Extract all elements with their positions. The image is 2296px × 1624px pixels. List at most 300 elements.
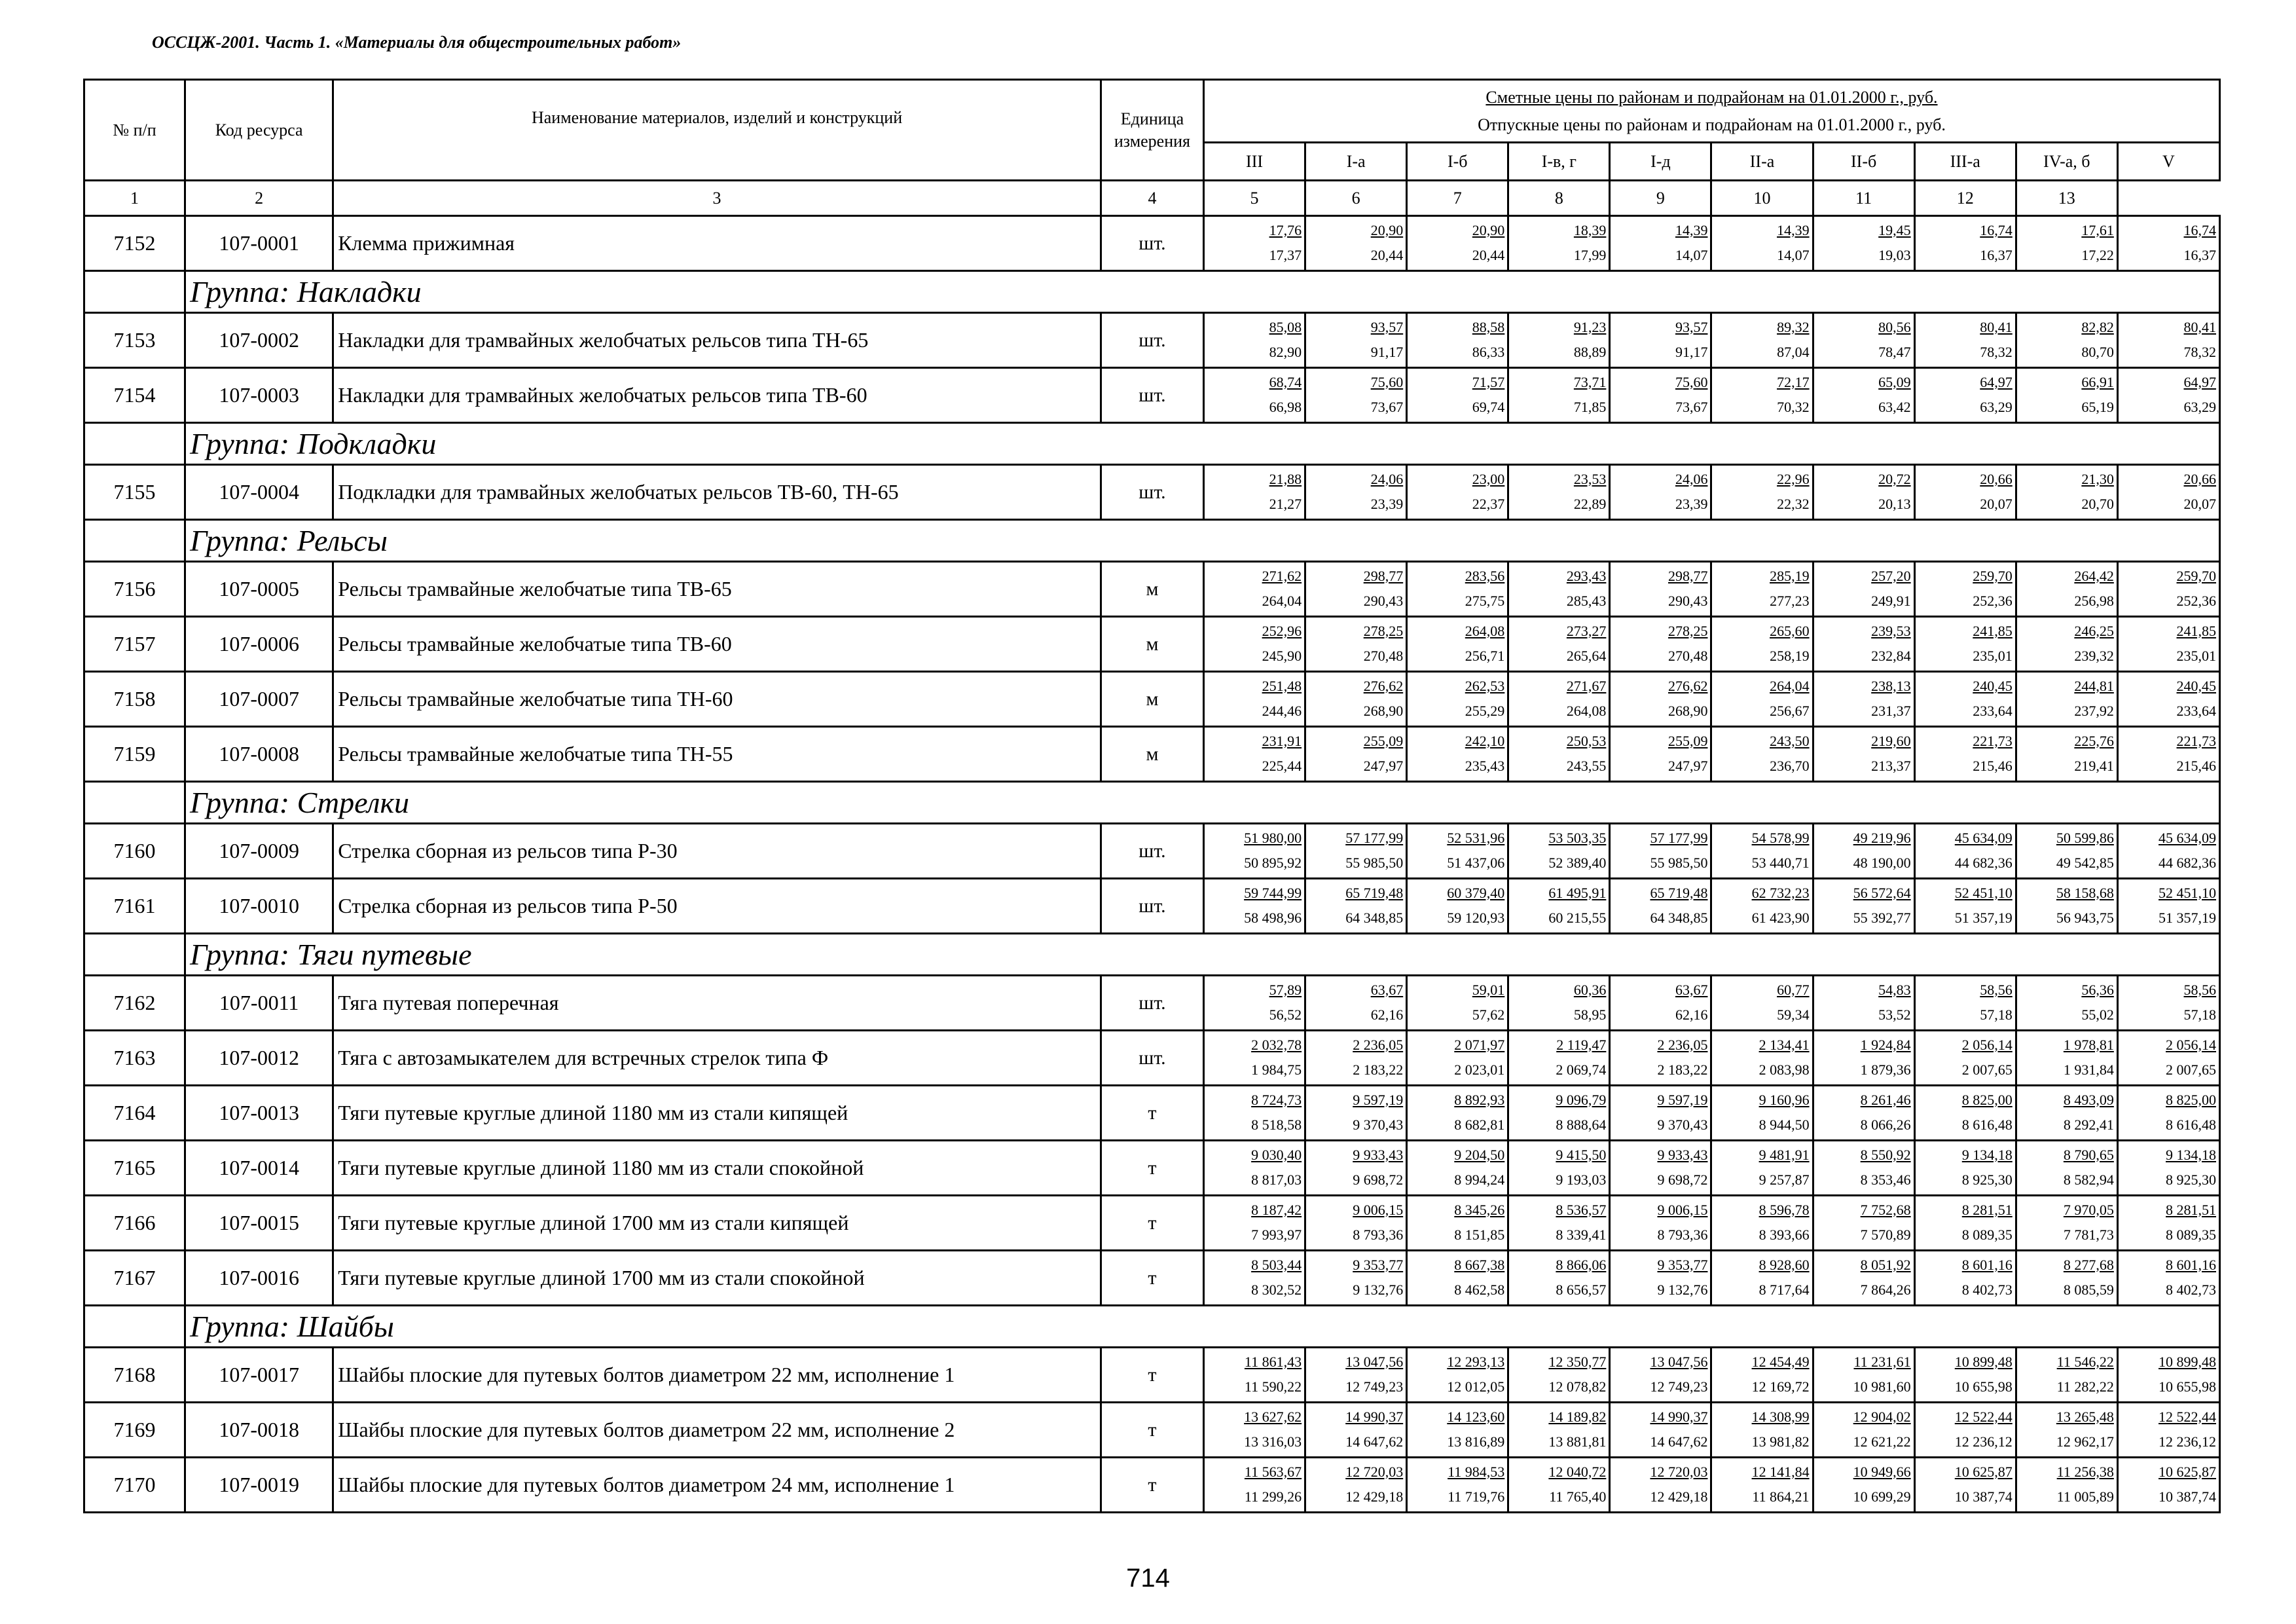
region-header: IV-а, б [2016, 143, 2117, 181]
price-cell [2016, 1196, 2117, 1251]
price-cell [1407, 1348, 1508, 1403]
estimate-price: 52 451,10 [1954, 884, 2013, 901]
release-price: 12 749,23 [1345, 1378, 1404, 1395]
release-price: 69,74 [1472, 398, 1505, 415]
price-cell [1305, 1031, 1407, 1086]
price-cell [1914, 216, 2016, 271]
estimate-price: 73,71 [1573, 373, 1607, 390]
release-price: 235,01 [1973, 647, 2013, 664]
resource-code: 107-0014 [185, 1141, 333, 1196]
release-price: 7 570,89 [1860, 1226, 1911, 1243]
release-price: 7 993,97 [1251, 1226, 1302, 1243]
material-name: Шайбы плоские для путевых болтов диаметром 22 мм, исполнение 1 [333, 1348, 1101, 1403]
resource-code: 107-0005 [185, 562, 333, 617]
release-price: 13 816,89 [1447, 1433, 1505, 1450]
estimate-price: 8 051,92 [1860, 1256, 1911, 1273]
release-price: 264,08 [1566, 702, 1607, 719]
price-cell [1914, 368, 2016, 423]
price-cell [1204, 368, 1305, 423]
release-price: 11 005,89 [2056, 1488, 2114, 1505]
estimate-price: 278,25 [1667, 622, 1708, 639]
resource-code: 107-0004 [185, 465, 333, 520]
price-cell [2117, 1348, 2219, 1403]
price-cell [1711, 1458, 1813, 1513]
price-cell [1305, 879, 1407, 934]
price-cell [1508, 879, 1610, 934]
price-cell [1914, 672, 2016, 727]
release-price: 20,44 [1472, 246, 1505, 263]
price-cell [1407, 1458, 1508, 1513]
estimate-price: 298,77 [1667, 567, 1708, 584]
price-cell [1711, 465, 1813, 520]
release-price: 265,64 [1566, 647, 1607, 664]
estimate-price: 24,06 [1370, 470, 1404, 487]
price-cell [2117, 727, 2219, 782]
estimate-price: 7 752,68 [1860, 1201, 1911, 1218]
estimate-price: 8 345,26 [1454, 1201, 1505, 1218]
group-row [84, 782, 2220, 824]
estimate-price: 64,97 [1980, 373, 2013, 390]
estimate-price: 72,17 [1777, 373, 1810, 390]
release-price: 7 781,73 [2063, 1226, 2114, 1243]
release-price: 264,04 [1262, 592, 1302, 609]
price-cell [1305, 1403, 1407, 1458]
release-price: 2 007,65 [2166, 1061, 2216, 1078]
release-price: 270,48 [1363, 647, 1404, 664]
price-cell [1914, 1348, 2016, 1403]
release-price: 14,07 [1777, 246, 1810, 263]
price-cell [1914, 824, 2016, 879]
price-cell [1407, 562, 1508, 617]
price-cell [1508, 1348, 1610, 1403]
header-code: Код ресурса [185, 80, 333, 181]
estimate-price: 9 597,19 [1657, 1091, 1708, 1108]
release-price: 249,91 [1871, 592, 1911, 609]
material-name: Накладки для трамвайных желобчатых рельсов типа ТВ-60 [333, 368, 1101, 423]
material-name: Тяги путевые круглые длиной 1180 мм из стали спокойной [333, 1141, 1101, 1196]
column-number: 4 [1101, 181, 1203, 216]
price-cell [1711, 216, 1813, 271]
estimate-price: 93,57 [1370, 318, 1404, 335]
release-price: 20,44 [1370, 246, 1404, 263]
estimate-price: 57 177,99 [1650, 829, 1708, 846]
price-cell [2016, 672, 2117, 727]
estimate-price: 257,20 [1871, 567, 1911, 584]
price-cell [1508, 1141, 1610, 1196]
column-number: 12 [1914, 181, 2016, 216]
price-cell [1610, 1086, 1711, 1141]
release-price: 63,42 [1878, 398, 1911, 415]
price-cell [1305, 1251, 1407, 1306]
estimate-price: 243,50 [1770, 732, 1810, 749]
estimate-price: 240,45 [1973, 677, 2013, 694]
estimate-price: 12 720,03 [1650, 1463, 1708, 1480]
release-price: 14,07 [1675, 246, 1708, 263]
release-price: 9 370,43 [1353, 1116, 1404, 1133]
release-price: 8 682,81 [1454, 1116, 1505, 1133]
group-title: Группа: Тяги путевые [185, 934, 2220, 976]
region-header: I-в, г [1508, 143, 1610, 181]
price-cell [1813, 313, 1914, 368]
table-row [84, 1251, 2220, 1306]
estimate-price: 11 231,61 [1853, 1353, 1911, 1370]
price-cell [1305, 465, 1407, 520]
group-title: Группа: Накладки [185, 271, 2220, 313]
price-cell [1610, 562, 1711, 617]
price-cell [2016, 1251, 2117, 1306]
estimate-price: 1 978,81 [2063, 1036, 2114, 1053]
price-cell [1711, 1086, 1813, 1141]
release-price: 91,17 [1370, 343, 1404, 360]
release-price: 1 931,84 [2063, 1061, 2114, 1078]
price-cell [2016, 313, 2117, 368]
release-price: 8 925,30 [1961, 1171, 2013, 1188]
price-cell [1204, 672, 1305, 727]
price-cell [1813, 672, 1914, 727]
price-cell [1813, 1251, 1914, 1306]
estimate-price: 239,53 [1871, 622, 1911, 639]
price-cell [1407, 368, 1508, 423]
estimate-price: 293,43 [1566, 567, 1607, 584]
price-cell [1204, 976, 1305, 1031]
price-cell [1305, 1196, 1407, 1251]
price-cell [1305, 727, 1407, 782]
material-name: Шайбы плоские для путевых болтов диаметром 24 мм, исполнение 1 [333, 1458, 1101, 1513]
estimate-price: 8 550,92 [1860, 1146, 1911, 1163]
price-cell [2117, 1251, 2219, 1306]
release-price: 73,67 [1370, 398, 1404, 415]
estimate-price: 271,62 [1262, 567, 1302, 584]
price-cell [1610, 368, 1711, 423]
estimate-price: 2 119,47 [1556, 1036, 1607, 1053]
estimate-price: 8 928,60 [1758, 1256, 1810, 1273]
estimate-price: 9 096,79 [1556, 1091, 1607, 1108]
unit: т [1101, 1403, 1203, 1458]
estimate-price: 9 597,19 [1353, 1091, 1404, 1108]
release-price: 277,23 [1770, 592, 1810, 609]
group-row [84, 423, 2220, 465]
estimate-price: 80,56 [1878, 318, 1911, 335]
price-cell [1610, 1458, 1711, 1513]
estimate-price: 221,73 [2176, 732, 2216, 749]
price-cell [1610, 976, 1711, 1031]
row-number: 7156 [84, 562, 185, 617]
estimate-price: 82,82 [2081, 318, 2114, 335]
estimate-price: 238,13 [1871, 677, 1911, 694]
estimate-price: 8 277,68 [2063, 1256, 2114, 1273]
estimate-price: 52 531,96 [1447, 829, 1505, 846]
price-cell [1407, 617, 1508, 672]
price-cell [1204, 1141, 1305, 1196]
release-price: 59 120,93 [1447, 909, 1505, 926]
material-name: Тяга с автозамыкателем для встречных стрелок типа Ф [333, 1031, 1101, 1086]
group-spacer [84, 782, 185, 824]
price-cell [1508, 976, 1610, 1031]
release-price: 215,46 [1973, 757, 2013, 774]
estimate-price: 71,57 [1472, 373, 1505, 390]
estimate-price: 259,70 [1973, 567, 2013, 584]
estimate-price: 265,60 [1770, 622, 1810, 639]
estimate-price: 2 134,41 [1758, 1036, 1810, 1053]
estimate-price: 9 006,15 [1353, 1201, 1404, 1218]
estimate-price: 65 719,48 [1345, 884, 1404, 901]
price-cell [1813, 824, 1914, 879]
release-price: 87,04 [1777, 343, 1810, 360]
column-number: 7 [1407, 181, 1508, 216]
release-price: 21,27 [1269, 495, 1302, 512]
group-title: Группа: Рельсы [185, 520, 2220, 562]
price-cell [1204, 1348, 1305, 1403]
release-price: 2 183,22 [1353, 1061, 1404, 1078]
estimate-price: 59 744,99 [1244, 884, 1302, 901]
table-row [84, 672, 2220, 727]
price-cell [1610, 1196, 1711, 1251]
unit: шт. [1101, 368, 1203, 423]
release-price: 233,64 [2176, 702, 2216, 719]
estimate-price: 2 236,05 [1353, 1036, 1404, 1053]
region-header: I-а [1305, 143, 1407, 181]
price-cell [1711, 879, 1813, 934]
release-price: 57,62 [1472, 1006, 1505, 1023]
estimate-price: 8 724,73 [1251, 1091, 1302, 1108]
estimate-price: 259,70 [2176, 567, 2216, 584]
release-price: 44 682,36 [1954, 854, 2013, 871]
price-cell [1508, 562, 1610, 617]
release-price: 71,85 [1573, 398, 1607, 415]
price-cell [1204, 1251, 1305, 1306]
estimate-price: 252,96 [1262, 622, 1302, 639]
group-spacer [84, 423, 185, 465]
release-price: 8 089,35 [1961, 1226, 2013, 1243]
price-cell [1711, 976, 1813, 1031]
row-number: 7152 [84, 216, 185, 271]
price-cell [1610, 672, 1711, 727]
price-cell [1813, 216, 1914, 271]
estimate-price: 278,25 [1363, 622, 1404, 639]
release-price: 8 402,73 [1961, 1281, 2013, 1298]
release-price: 9 698,72 [1657, 1171, 1708, 1188]
release-price: 58 498,96 [1244, 909, 1302, 926]
estimate-price: 241,85 [2176, 622, 2216, 639]
price-cell [1407, 465, 1508, 520]
material-name: Рельсы трамвайные желобчатые типа ТВ-60 [333, 617, 1101, 672]
price-cell [1508, 216, 1610, 271]
material-name: Рельсы трамвайные желобчатые типа ТВ-65 [333, 562, 1101, 617]
price-cell [1914, 1403, 2016, 1458]
estimate-price: 2 071,97 [1454, 1036, 1505, 1053]
release-price: 73,67 [1675, 398, 1708, 415]
release-price: 17,37 [1269, 246, 1302, 263]
header-unit: Единица измерения [1101, 80, 1203, 181]
estimate-price: 14 990,37 [1345, 1408, 1404, 1425]
unit: шт. [1101, 313, 1203, 368]
price-cell [2016, 1141, 2117, 1196]
column-number: 1 [84, 181, 185, 216]
estimate-price: 255,09 [1667, 732, 1708, 749]
estimate-price: 20,66 [1980, 470, 2013, 487]
price-cell [1610, 1348, 1711, 1403]
price-cell [1813, 617, 1914, 672]
release-price: 255,29 [1465, 702, 1505, 719]
release-price: 8 994,24 [1454, 1171, 1505, 1188]
estimate-price: 12 522,44 [2159, 1408, 2216, 1425]
price-cell [1711, 1196, 1813, 1251]
price-cell [2016, 824, 2117, 879]
estimate-price: 9 006,15 [1657, 1201, 1708, 1218]
material-name: Тяги путевые круглые длиной 1700 мм из стали кипящей [333, 1196, 1101, 1251]
price-cell [1305, 368, 1407, 423]
table-row [84, 1458, 2220, 1513]
release-price: 63,29 [2183, 398, 2216, 415]
price-cell [1204, 727, 1305, 782]
release-price: 55 392,77 [1853, 909, 1911, 926]
price-cell [1407, 1141, 1508, 1196]
estimate-price: 262,53 [1465, 677, 1505, 694]
price-cell [2117, 824, 2219, 879]
release-price: 8 616,48 [1961, 1116, 2013, 1133]
release-price: 268,90 [1363, 702, 1404, 719]
estimate-price: 219,60 [1871, 732, 1911, 749]
estimate-price: 14 308,99 [1751, 1408, 1810, 1425]
release-price: 64 348,85 [1650, 909, 1708, 926]
price-cell [1204, 1196, 1305, 1251]
release-price: 8 402,73 [2166, 1281, 2216, 1298]
price-table [83, 79, 2221, 1513]
price-cell [1508, 1458, 1610, 1513]
document-header: ОССЦЖ-2001. Часть 1. «Материалы для общестроительных работ» [152, 33, 682, 52]
price-cell [1508, 727, 1610, 782]
estimate-price: 60,77 [1777, 981, 1810, 998]
release-price: 256,71 [1465, 647, 1505, 664]
estimate-price: 51 980,00 [1244, 829, 1302, 846]
release-price: 22,89 [1573, 495, 1607, 512]
unit: шт. [1101, 465, 1203, 520]
estimate-price: 276,62 [1667, 677, 1708, 694]
release-price: 10 387,74 [1954, 1488, 2013, 1505]
column-number: 2 [185, 181, 333, 216]
unit: шт. [1101, 879, 1203, 934]
release-price: 252,36 [2176, 592, 2216, 609]
price-cell [2016, 1086, 2117, 1141]
group-title: Группа: Стрелки [185, 782, 2220, 824]
estimate-price: 9 481,91 [1758, 1146, 1810, 1163]
price-cell [1508, 368, 1610, 423]
estimate-price: 12 720,03 [1345, 1463, 1404, 1480]
table-row [84, 1196, 2220, 1251]
estimate-price: 10 899,48 [1954, 1353, 2013, 1370]
price-cell [1204, 824, 1305, 879]
release-price: 12 429,18 [1650, 1488, 1708, 1505]
price-cell [1711, 727, 1813, 782]
estimate-price: 8 601,16 [1961, 1256, 2013, 1273]
release-price: 13 316,03 [1244, 1433, 1302, 1450]
release-price: 233,64 [1973, 702, 2013, 719]
release-price: 62,16 [1370, 1006, 1404, 1023]
price-cell [2117, 617, 2219, 672]
release-price: 10 655,98 [2159, 1378, 2216, 1395]
row-number: 7169 [84, 1403, 185, 1458]
price-cell [1407, 1196, 1508, 1251]
estimate-price: 49 219,96 [1853, 829, 1911, 846]
release-price: 275,75 [1465, 592, 1505, 609]
release-price: 2 023,01 [1454, 1061, 1505, 1078]
release-price: 16,37 [2183, 246, 2216, 263]
release-price: 61 423,90 [1751, 909, 1810, 926]
release-price: 80,70 [2081, 343, 2114, 360]
release-price: 8 888,64 [1556, 1116, 1607, 1133]
price-cell [1610, 216, 1711, 271]
price-cell [1204, 617, 1305, 672]
price-cell [1508, 824, 1610, 879]
resource-code: 107-0009 [185, 824, 333, 879]
row-number: 7161 [84, 879, 185, 934]
group-spacer [84, 271, 185, 313]
table-row [84, 976, 2220, 1031]
row-number: 7158 [84, 672, 185, 727]
release-price: 8 089,35 [2166, 1226, 2216, 1243]
unit: шт. [1101, 216, 1203, 271]
release-price: 11 864,21 [1752, 1488, 1810, 1505]
price-cell [1407, 1086, 1508, 1141]
price-cell [1610, 824, 1711, 879]
release-price: 88,89 [1573, 343, 1607, 360]
material-name: Рельсы трамвайные желобчатые типа ТН-55 [333, 727, 1101, 782]
release-price: 12 169,72 [1751, 1378, 1810, 1395]
material-name: Тяги путевые круглые длиной 1700 мм из стали спокойной [333, 1251, 1101, 1306]
estimate-price: 10 625,87 [1954, 1463, 2013, 1480]
price-cell [2016, 1403, 2117, 1458]
price-cell [1508, 1196, 1610, 1251]
region-header: I-б [1407, 143, 1508, 181]
material-name: Стрелка сборная из рельсов типа Р-50 [333, 879, 1101, 934]
release-price: 2 007,65 [1961, 1061, 2013, 1078]
release-price: 8 066,26 [1860, 1116, 1911, 1133]
release-price: 78,47 [1878, 343, 1911, 360]
estimate-price: 9 353,77 [1353, 1256, 1404, 1273]
release-price: 10 387,74 [2159, 1488, 2216, 1505]
estimate-price: 11 984,53 [1448, 1463, 1505, 1480]
price-cell [2117, 1031, 2219, 1086]
release-price: 13 881,81 [1548, 1433, 1607, 1450]
column-number: 13 [2016, 181, 2117, 216]
material-name: Стрелка сборная из рельсов типа Р-30 [333, 824, 1101, 879]
estimate-price: 8 825,00 [1961, 1091, 2013, 1108]
price-cell [1204, 1086, 1305, 1141]
price-cell [2117, 368, 2219, 423]
release-price: 2 083,98 [1758, 1061, 1810, 1078]
unit: м [1101, 562, 1203, 617]
release-price: 11 765,40 [1549, 1488, 1607, 1505]
estimate-price: 13 627,62 [1244, 1408, 1302, 1425]
estimate-price: 64,97 [2183, 373, 2216, 390]
release-price: 236,70 [1770, 757, 1810, 774]
release-price: 22,32 [1777, 495, 1810, 512]
table-row [84, 562, 2220, 617]
release-price: 9 698,72 [1353, 1171, 1404, 1188]
estimate-price-title: Сметные цены по районам и подрайонам на 01.01.2000 г., руб. [1485, 87, 1938, 107]
estimate-price: 9 134,18 [1961, 1146, 2013, 1163]
release-price: 1 984,75 [1251, 1061, 1302, 1078]
release-price: 17,99 [1573, 246, 1607, 263]
price-cell [1407, 313, 1508, 368]
table-row [84, 824, 2220, 879]
release-price: 247,97 [1667, 757, 1708, 774]
price-cell [2117, 1403, 2219, 1458]
estimate-price: 9 030,40 [1251, 1146, 1302, 1163]
group-row [84, 520, 2220, 562]
estimate-price: 88,58 [1472, 318, 1505, 335]
release-price: 1 879,36 [1860, 1061, 1911, 1078]
